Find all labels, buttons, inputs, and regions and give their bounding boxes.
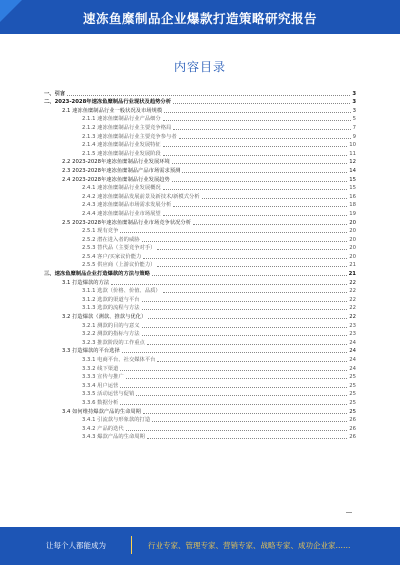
toc-leader-dots: [126, 377, 348, 379]
toc-entry-page: 24: [349, 348, 356, 355]
toc-entry-page: 20: [349, 228, 356, 235]
toc-entry[interactable]: [44, 303, 356, 312]
toc-entry-page: 25: [349, 374, 356, 381]
toc-entry[interactable]: [44, 286, 356, 295]
toc-entry-label: 2.5 2023-2028年速冻鱼糜制品行业市场竞争状况分析: [62, 219, 192, 226]
toc-leader-dots: [111, 283, 347, 285]
toc-entry-label: 3.4 如何维持爆款产品的生命周期: [62, 408, 141, 415]
toc-entry-page: 11: [349, 150, 356, 157]
toc-entry-page: 26: [349, 425, 356, 432]
toc-leader-dots: [120, 231, 347, 233]
toc-entry-page: 19: [349, 210, 356, 217]
toc-leader-dots: [193, 223, 347, 225]
toc-entry[interactable]: [44, 208, 356, 217]
report-title: 速冻鱼糜制品企业爆款打造策略研究报告: [82, 11, 317, 26]
toc-entry-label: 3.1.3 选款的流程与方法: [82, 305, 140, 312]
footer-slogan-right: 行业专家、管理专家、营销专家、战略专家、成功企业家……: [148, 541, 351, 550]
toc-list: [44, 88, 356, 440]
toc-entry-page: 9: [352, 133, 356, 140]
toc-entry-label: 2.1.5 速冻鱼糜制品行业发展阶段: [82, 150, 161, 157]
toc-entry-page: 23: [349, 322, 356, 329]
toc-entry-label: 二、2023-2028年速冻鱼糜制品行业现状及趋势分析: [44, 99, 172, 106]
toc-entry-label: 一、引言: [44, 90, 66, 97]
toc-entry-label: 3.4.3 爆款产品的生命周期: [82, 434, 145, 441]
toc-entry-page: 26: [349, 434, 356, 441]
toc-leader-dots: [152, 420, 347, 422]
toc-entry[interactable]: [44, 140, 356, 149]
toc-entry-label: 2.4.1 速冻鱼糜制品行业发展概况: [82, 185, 161, 192]
toc-entry-page: 5: [352, 116, 356, 123]
toc-entry-label: 3.3.2 线下渠道: [82, 365, 119, 372]
toc-entry-label: 2.1.2 速冻鱼糜制品行业主要竞争格局: [82, 124, 172, 131]
toc-leader-dots: [163, 291, 348, 293]
toc-entry-label: 3.4.1 引流款与形象款的打造: [82, 417, 151, 424]
toc-entry[interactable]: [44, 217, 356, 226]
toc-leader-dots: [147, 343, 347, 345]
toc-entry-page: 26: [349, 417, 356, 424]
toc-entry-label: 3.3 打造爆款的平台选择: [62, 348, 120, 355]
toc-entry[interactable]: [44, 415, 356, 424]
footer-banner: [0, 527, 400, 565]
page-marker: [346, 512, 352, 513]
toc-entry[interactable]: [44, 114, 356, 123]
toc-leader-dots: [157, 248, 347, 250]
footer-divider: [131, 536, 132, 554]
toc-entry-page: 21: [348, 271, 356, 278]
toc-entry-page: 10: [349, 142, 356, 149]
toc-leader-dots: [126, 429, 348, 431]
toc-leader-dots: [164, 111, 350, 113]
toc-entry-page: 7: [352, 124, 356, 131]
toc-entry-page: 24: [349, 365, 356, 372]
toc-entry-label: 3.2.3 推款阶段的工作重点: [82, 339, 145, 346]
toc-entry-page: 12: [349, 159, 356, 166]
toc-entry[interactable]: [44, 354, 356, 363]
toc-leader-dots: [120, 369, 347, 371]
footer-slogan-left: 让每个人都能成为: [46, 541, 106, 550]
toc-entry-label: 2.5.2 潜在进入者的威胁: [82, 236, 140, 243]
toc-leader-dots: [143, 257, 347, 259]
toc-leader-dots: [142, 334, 348, 336]
toc-entry-label: 2.1 速冻鱼糜制品行业一般状况及市场规模: [62, 107, 163, 114]
toc-leader-dots: [172, 162, 347, 164]
toc-entry-label: 2.4.3 速冻鱼糜制品市场需求发展分析: [82, 202, 172, 209]
toc-entry-label: 2.3 2023-2028年速冻鱼糜制品产品市场需求预测: [62, 167, 181, 174]
toc-entry[interactable]: [44, 346, 356, 355]
toc-leader-dots: [148, 317, 347, 319]
toc-entry[interactable]: [44, 157, 356, 166]
toc-entry-page: 23: [349, 331, 356, 338]
toc-entry-page: 25: [349, 391, 356, 398]
toc-entry[interactable]: [44, 432, 356, 441]
toc-entry[interactable]: [44, 329, 356, 338]
toc-entry[interactable]: [44, 97, 356, 106]
toc-leader-dots: [136, 394, 347, 396]
toc-entry[interactable]: [44, 363, 356, 372]
toc-entry[interactable]: [44, 260, 356, 269]
toc-entry-label: 3.3.4 用户运营: [82, 382, 119, 389]
toc-entry-label: 2.5.4 客户/买家议价能力: [82, 253, 142, 260]
toc-entry[interactable]: [44, 105, 356, 114]
toc-entry-page: 14: [349, 167, 356, 174]
toc-entry-page: 3: [352, 90, 356, 97]
toc-leader-dots: [142, 326, 348, 328]
toc-entry[interactable]: [44, 226, 356, 235]
toc-entry-page: 20: [349, 219, 356, 226]
toc-entry-label: 2.1.1 速冻鱼糜制品行业产品细分: [82, 116, 161, 123]
toc-entry-label: 2.4.4 速冻鱼糜制品行业市场展望: [82, 210, 161, 217]
toc-entry[interactable]: [44, 277, 356, 286]
toc-entry-page: 16: [349, 193, 356, 200]
toc-entry[interactable]: [44, 320, 356, 329]
toc-entry[interactable]: [44, 389, 356, 398]
toc-entry[interactable]: [44, 406, 356, 415]
toc-entry-page: 3: [352, 107, 356, 114]
toc-entry[interactable]: [44, 88, 356, 97]
toc-entry-page: 24: [349, 339, 356, 346]
toc-entry-label: 3.2.2 测款的指标与方法: [82, 331, 140, 338]
toc-leader-dots: [179, 137, 351, 139]
toc-entry-page: 25: [349, 399, 356, 406]
toc-leader-dots: [67, 94, 350, 96]
toc-entry-page: 21: [349, 262, 356, 269]
toc-entry[interactable]: [44, 372, 356, 381]
toc-leader-dots: [143, 412, 347, 414]
toc-entry[interactable]: [44, 191, 356, 200]
toc-entry-page: 22: [349, 314, 356, 321]
toc-entry-label: 3.1.2 选款的渠道与平台: [82, 296, 140, 303]
toc-leader-dots: [122, 351, 347, 353]
toc-entry-label: 2.4.2 速冻鱼糜制品发展前景及新技术/新模式分析: [82, 193, 200, 200]
toc-leader-dots: [142, 240, 348, 242]
toc-leader-dots: [120, 386, 347, 388]
toc-entry-label: 3.2 打造爆款（测款、推款与优化）: [62, 314, 147, 321]
toc-leader-dots: [173, 102, 350, 104]
toc-entry-page: 25: [349, 408, 356, 415]
toc-entry-page: 22: [349, 296, 356, 303]
toc-entry-page: 20: [349, 236, 356, 243]
toc-entry[interactable]: [44, 251, 356, 260]
toc-leader-dots: [163, 214, 348, 216]
toc-entry[interactable]: [44, 397, 356, 406]
toc-entry[interactable]: [44, 234, 356, 243]
toc-entry-page: 25: [349, 382, 356, 389]
toc-leader-dots: [202, 197, 348, 199]
toc-entry-label: 3.4.2 产品的迭代: [82, 425, 124, 432]
toc-leader-dots: [147, 437, 347, 439]
toc-entry-label: 2.5.5 供应商（上游议价能力）: [82, 262, 156, 269]
toc-title: 内容目录: [173, 60, 226, 74]
toc-entry[interactable]: [44, 131, 356, 140]
toc-entry[interactable]: [44, 294, 356, 303]
toc-entry-label: 3.3.6 数据分析: [82, 399, 119, 406]
toc-entry-page: 24: [349, 357, 356, 363]
toc-entry[interactable]: [44, 183, 356, 192]
toc-entry-label: 3.3.5 活动运营与促销: [82, 391, 135, 398]
toc-entry-page: 15: [349, 176, 356, 183]
toc-entry[interactable]: [44, 174, 356, 183]
toc-entry-label: 2.1.3 速冻鱼糜制品行业主要竞争参与者: [82, 133, 177, 140]
toc-entry-label: 三、速冻鱼糜制品企业打造爆款的方法与策略: [44, 271, 150, 278]
toc-entry-label: 2.4 2023-2028年速冻鱼糜制品行业发展趋势: [62, 176, 170, 183]
toc-entry-page: 20: [349, 253, 356, 260]
toc-entry-page: 22: [349, 279, 356, 286]
toc-entry-label: 2.2 2023-2028年速冻鱼糜制品行业发展环境: [62, 159, 170, 166]
toc-leader-dots: [142, 300, 348, 302]
toc-leader-dots: [157, 265, 347, 267]
toc-leader-dots: [163, 119, 351, 121]
toc-entry-label: 2.5.1 现有竞争: [82, 228, 119, 235]
toc-entry[interactable]: [44, 337, 356, 346]
toc-entry-page: 3: [352, 99, 356, 106]
toc-entry[interactable]: [44, 423, 356, 432]
header-banner: [0, 0, 400, 34]
toc-leader-dots: [163, 145, 348, 147]
toc-leader-dots: [173, 205, 347, 207]
toc-leader-dots: [142, 308, 348, 310]
toc-entry-label: 3.2.1 测款的目的与意义: [82, 322, 140, 329]
toc-entry-label: 3.1 打造爆款的方法: [62, 279, 110, 286]
toc-leader-dots: [172, 180, 347, 182]
toc-leader-dots: [152, 274, 347, 276]
toc-leader-dots: [157, 360, 347, 362]
toc-entry-page: 22: [349, 305, 356, 312]
toc-entry[interactable]: [44, 311, 356, 320]
toc-entry-page: 20: [349, 245, 356, 252]
toc-leader-dots: [163, 188, 348, 190]
toc-entry-label: 3.3.1 电商平台、社交媒体平台: [82, 357, 156, 363]
toc-entry-label: 2.1.4 速冻鱼糜制品行业发展特征: [82, 142, 161, 149]
toc-entry[interactable]: [44, 243, 356, 252]
toc-entry-page: 18: [349, 202, 356, 209]
toc-entry-label: 2.5.3 替代品（主要竞争对手）: [82, 245, 156, 252]
toc-entry[interactable]: [44, 122, 356, 131]
toc-entry[interactable]: [44, 148, 356, 157]
toc-entry-label: 3.1.1 选款（价格、价值、品质）: [82, 288, 161, 295]
toc-entry[interactable]: [44, 165, 356, 174]
toc-entry-page: 22: [349, 288, 356, 295]
toc-entry[interactable]: [44, 268, 356, 277]
toc-entry[interactable]: [44, 200, 356, 209]
toc-leader-dots: [120, 403, 347, 405]
toc-leader-dots: [182, 171, 347, 173]
toc-leader-dots: [163, 154, 348, 156]
toc-entry[interactable]: [44, 380, 356, 389]
toc-leader-dots: [173, 128, 350, 130]
toc-entry-label: 3.3.3 宣传与推广: [82, 374, 124, 381]
toc-entry-page: 15: [349, 185, 356, 192]
